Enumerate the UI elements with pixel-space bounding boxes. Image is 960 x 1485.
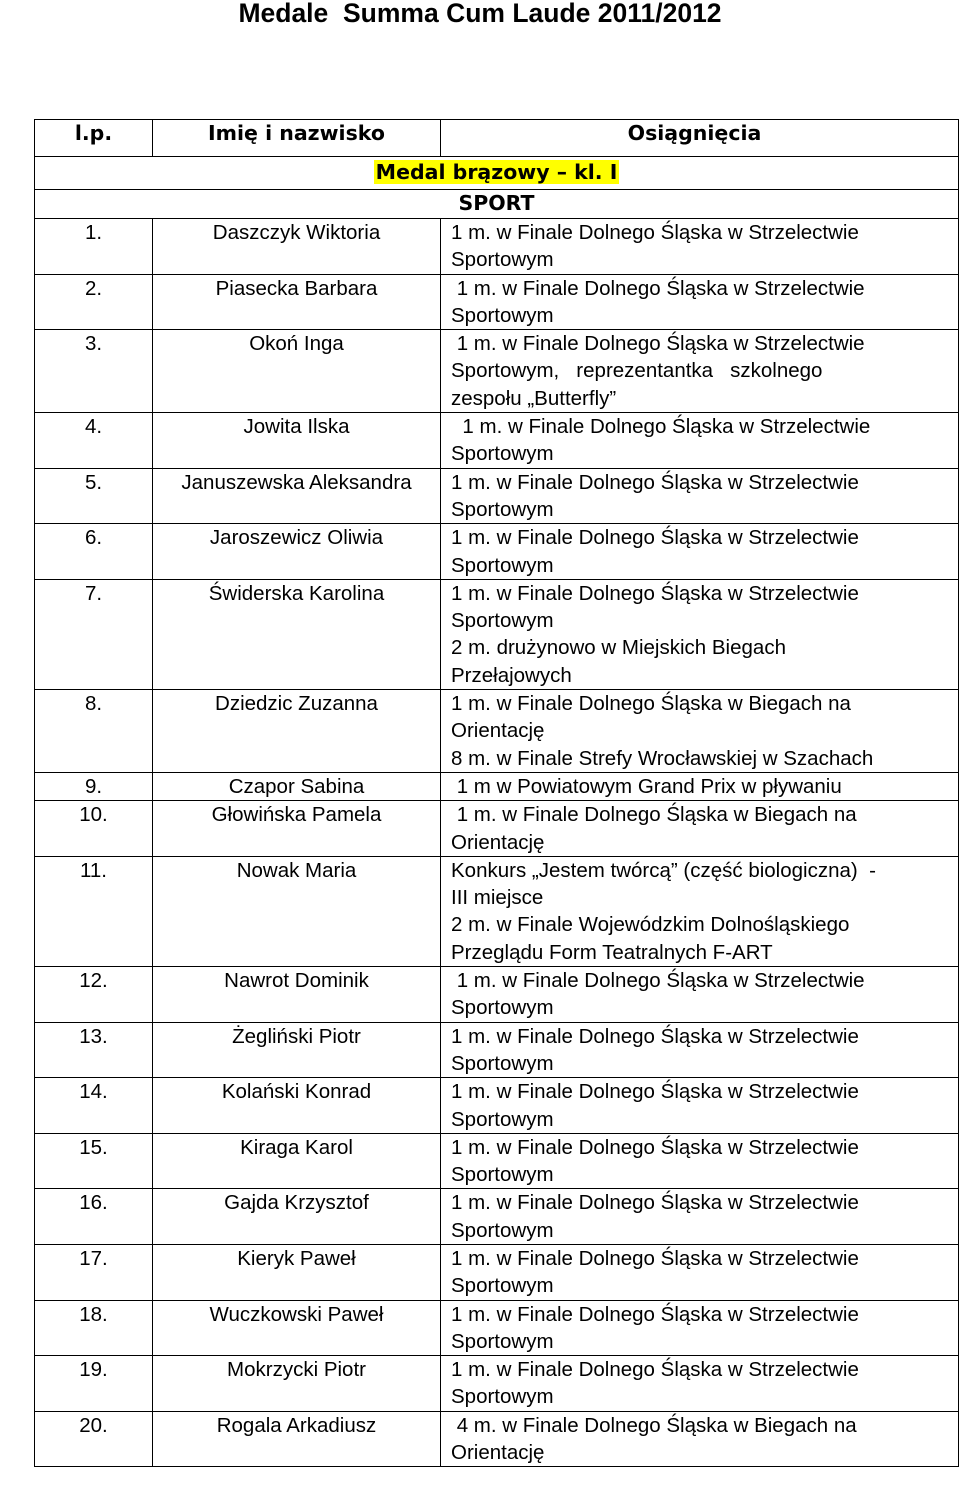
table-row xyxy=(35,801,959,857)
row-number: 8. xyxy=(35,690,153,773)
student-name: Rogala Arkadiusz xyxy=(153,1411,441,1467)
achievement-cell xyxy=(441,579,959,689)
student-name: Kiraga Karol xyxy=(153,1133,441,1189)
achievement-line: Sportowym xyxy=(451,497,554,521)
student-name: Nowak Maria xyxy=(153,856,441,966)
achievement-cell xyxy=(441,524,959,580)
table-row xyxy=(35,1078,959,1134)
achievement-line: 2 m. w Finale Wojewódzkim Dolnośląskiego xyxy=(451,913,850,937)
student-name: Piasecka Barbara xyxy=(153,274,441,330)
student-name: Świderska Karolina xyxy=(153,579,441,689)
table-row xyxy=(35,772,959,800)
header-lp: l.p. xyxy=(35,120,153,157)
table-row xyxy=(35,1244,959,1300)
achievement-cell xyxy=(441,967,959,1023)
achievement-line: Sportowym xyxy=(451,1051,554,1075)
student-name: Nawrot Dominik xyxy=(153,967,441,1023)
row-number: 7. xyxy=(35,579,153,689)
student-name: Okoń Inga xyxy=(153,330,441,413)
achievement-cell xyxy=(441,1078,959,1134)
header-achievements: Osiągnięcia xyxy=(441,120,959,157)
student-name: Kolański Konrad xyxy=(153,1078,441,1134)
table-row xyxy=(35,524,959,580)
achievement-cell xyxy=(441,219,959,275)
achievement-line: Sportowym xyxy=(451,996,554,1020)
row-number: 5. xyxy=(35,468,153,524)
achievement-line: Sportowym xyxy=(451,1218,554,1242)
achievement-line: 1 m. w Finale Dolnego Śląska w Strzelectwie xyxy=(451,1080,859,1104)
table-row xyxy=(35,1189,959,1245)
student-name: Wuczkowski Paweł xyxy=(153,1300,441,1356)
table-row xyxy=(35,219,959,275)
table-row xyxy=(35,1300,959,1356)
row-number: 17. xyxy=(35,1244,153,1300)
row-number: 2. xyxy=(35,274,153,330)
row-number: 6. xyxy=(35,524,153,580)
table-row xyxy=(35,579,959,689)
achievement-line: Przeglądu Form Teatralnych F-ART xyxy=(451,940,773,964)
achievement-line: Sportowym xyxy=(451,1385,554,1409)
row-number: 20. xyxy=(35,1411,153,1467)
table-row xyxy=(35,1411,959,1467)
student-name: Gajda Krzysztof xyxy=(153,1189,441,1245)
achievement-line: 1 m. w Finale Dolnego Śląska w Strzelectwie xyxy=(451,276,865,300)
row-number: 14. xyxy=(35,1078,153,1134)
achievement-line: 1 m. w Finale Dolnego Śląska w Strzelectwie xyxy=(451,1135,859,1159)
student-name: Jaroszewicz Oliwia xyxy=(153,524,441,580)
achievement-cell xyxy=(441,274,959,330)
table-row xyxy=(35,468,959,524)
achievement-cell xyxy=(441,1300,959,1356)
achievement-line: 1 m. w Finale Dolnego Śląska w Strzelectwie xyxy=(451,1191,859,1215)
table-row xyxy=(35,1133,959,1189)
achievement-line: 1 m. w Finale Dolnego Śląska w Strzelectwie xyxy=(451,221,859,244)
row-number: 9. xyxy=(35,772,153,800)
student-name: Januszewska Aleksandra xyxy=(153,468,441,524)
achievement-cell xyxy=(441,413,959,469)
section-label: SPORT xyxy=(35,190,959,219)
header-row xyxy=(35,120,959,157)
achievement-cell xyxy=(441,1356,959,1412)
table-row xyxy=(35,1356,959,1412)
section-row xyxy=(35,190,959,219)
achievement-line: Sportowym, reprezentantka szkolnego xyxy=(451,359,823,383)
achievement-line: 1 m. w Finale Dolnego Śląska w Strzelectwie xyxy=(451,1024,859,1048)
row-number: 1. xyxy=(35,219,153,275)
achievement-line: Orientację xyxy=(451,719,545,743)
table-row xyxy=(35,1022,959,1078)
achievement-line: 1 m. w Finale Dolnego Śląska w Strzelectwie xyxy=(451,470,859,494)
student-name: Czapor Sabina xyxy=(153,772,441,800)
achievement-line: 1 m. w Finale Dolnego Śląska w Strzelectwie xyxy=(451,1358,859,1382)
achievement-line: Sportowym xyxy=(451,303,554,327)
achievement-cell xyxy=(441,856,959,966)
achievement-line: Sportowym xyxy=(451,442,554,466)
table-row xyxy=(35,690,959,773)
achievement-line: 2 m. drużynowo w Miejskich Biegach xyxy=(451,636,786,660)
achievement-line: Orientację xyxy=(451,830,545,854)
achievement-line: 1 m. w Finale Dolnego Śląska w Biegach na xyxy=(451,803,857,827)
student-name: Kieryk Paweł xyxy=(153,1244,441,1300)
row-number: 3. xyxy=(35,330,153,413)
achievement-cell xyxy=(441,1244,959,1300)
table-row xyxy=(35,330,959,413)
achievement-line: 1 m. w Finale Dolnego Śląska w Strzelectwie xyxy=(451,969,865,993)
medal-cell xyxy=(35,157,959,190)
achievement-cell xyxy=(441,1189,959,1245)
table-row xyxy=(35,274,959,330)
achievement-line: 1 m. w Finale Dolnego Śląska w Strzelectwie xyxy=(451,1302,859,1326)
achievement-cell xyxy=(441,468,959,524)
achievement-cell xyxy=(441,772,959,800)
achievement-line: III miejsce xyxy=(451,886,544,910)
page-title: Medale Summa Cum Laude 2011/2012 xyxy=(238,0,722,28)
table-row xyxy=(35,413,959,469)
achievement-cell xyxy=(441,1022,959,1078)
student-name: Jowita Ilska xyxy=(153,413,441,469)
achievement-line: Sportowym xyxy=(451,1274,554,1298)
achievement-line: 1 m. w Finale Dolnego Śląska w Strzelectwie xyxy=(451,415,871,439)
achievement-line: Sportowym xyxy=(451,1107,554,1131)
student-name: Daszczyk Wiktoria xyxy=(153,219,441,275)
student-name: Żegliński Piotr xyxy=(153,1022,441,1078)
achievement-line: 4 m. w Finale Dolnego Śląska w Biegach na xyxy=(451,1413,857,1437)
medals-table xyxy=(34,119,959,1467)
row-number: 13. xyxy=(35,1022,153,1078)
student-name: Głowińska Pamela xyxy=(153,801,441,857)
achievement-line: 1 m. w Finale Dolnego Śląska w Strzelectwie xyxy=(451,581,859,605)
medal-row xyxy=(35,157,959,190)
student-name: Mokrzycki Piotr xyxy=(153,1356,441,1412)
student-name: Dziedzic Zuzanna xyxy=(153,690,441,773)
achievement-line: 1 m. w Finale Dolnego Śląska w Strzelectwie xyxy=(451,526,859,550)
medal-label: Medal brązowy – kl. I xyxy=(375,160,618,185)
achievement-cell xyxy=(441,1411,959,1467)
achievement-cell xyxy=(441,690,959,773)
row-number: 16. xyxy=(35,1189,153,1245)
achievement-line: 8 m. w Finale Strefy Wrocławskiej w Szachach xyxy=(451,746,874,770)
achievement-line: 1 m. w Finale Dolnego Śląska w Biegach na xyxy=(451,692,851,716)
achievement-line: Sportowym xyxy=(451,1329,554,1353)
row-number: 4. xyxy=(35,413,153,469)
achievement-line: Sportowym xyxy=(451,553,554,577)
achievement-cell xyxy=(441,330,959,413)
achievement-line: 1 m. w Finale Dolnego Śląska w Strzelectwie xyxy=(451,1246,859,1270)
row-number: 19. xyxy=(35,1356,153,1412)
row-number: 11. xyxy=(35,856,153,966)
achievement-line: Sportowym xyxy=(451,248,554,272)
row-number: 15. xyxy=(35,1133,153,1189)
achievement-line: 1 m w Powiatowym Grand Prix w pływaniu xyxy=(451,774,842,798)
row-number: 18. xyxy=(35,1300,153,1356)
row-number: 10. xyxy=(35,801,153,857)
achievement-line: Sportowym xyxy=(451,609,554,633)
achievement-line: Przełajowych xyxy=(451,663,572,687)
table-row xyxy=(35,967,959,1023)
header-name: Imię i nazwisko xyxy=(153,120,441,157)
achievement-cell xyxy=(441,801,959,857)
achievement-line: Orientację xyxy=(451,1441,545,1465)
achievement-cell xyxy=(441,1133,959,1189)
achievement-line: 1 m. w Finale Dolnego Śląska w Strzelectwie xyxy=(451,332,865,356)
table-row xyxy=(35,856,959,966)
achievement-line: Sportowym xyxy=(451,1163,554,1187)
achievement-line: zespołu „Butterfly” xyxy=(451,386,617,410)
achievement-line: Konkurs „Jestem twórcą” (część biologiczna) - xyxy=(451,858,876,882)
row-number: 12. xyxy=(35,967,153,1023)
